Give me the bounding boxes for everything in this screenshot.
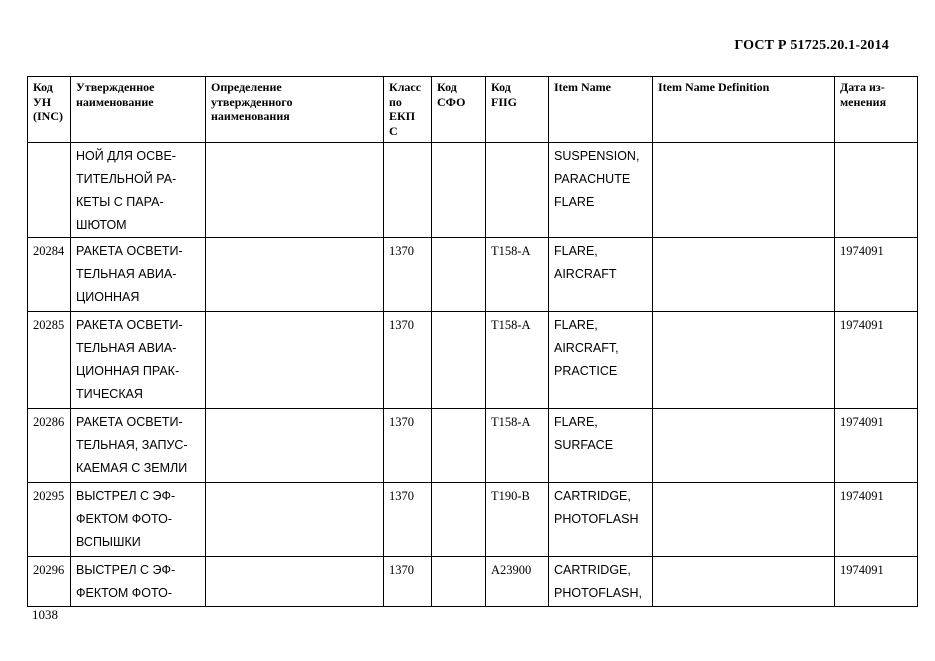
class-cell: 1370 xyxy=(384,238,432,312)
cell-text-line: SUSPENSION, xyxy=(554,149,640,163)
col-definition-header xyxy=(206,77,384,143)
fiig-code-cell: T158-A xyxy=(486,238,549,312)
cell-text-line: AIRCRAFT xyxy=(554,267,617,281)
header-text: наименования xyxy=(211,109,290,123)
inc-code-cell xyxy=(28,143,71,238)
cell-text-line: CARTRIDGE, xyxy=(554,563,631,577)
item-name-cell xyxy=(549,312,653,409)
inc-code-cell: 20296 xyxy=(28,557,71,607)
table-row xyxy=(28,143,918,238)
cell-text-line: ВСПЫШКИ xyxy=(76,535,141,549)
cell-text-line: FLARE, xyxy=(554,244,598,258)
cell-text-line: ФЕКТОМ ФОТО- xyxy=(76,586,172,600)
catalog-table xyxy=(27,76,918,607)
header-text: Код xyxy=(33,80,53,94)
document-id: ГОСТ Р 51725.20.1-2014 xyxy=(734,38,889,53)
table-row xyxy=(28,557,918,607)
fiig-code-cell xyxy=(486,143,549,238)
fiig-code-cell: T158-A xyxy=(486,312,549,409)
header-text: Утвержденное xyxy=(76,80,155,94)
header-text: Item Name xyxy=(554,80,611,94)
col-inc-code-header xyxy=(28,77,71,143)
class-cell: 1370 xyxy=(384,409,432,483)
item-name-cell xyxy=(549,143,653,238)
header-text: УН xyxy=(33,94,52,109)
inc-code-cell: 20295 xyxy=(28,483,71,557)
col-item-name-definition-header xyxy=(653,77,835,143)
table-row xyxy=(28,409,918,483)
cell-text-line: FLARE, xyxy=(554,415,598,429)
cell-text-line: РАКЕТА ОСВЕТИ- xyxy=(76,244,183,258)
col-fiig-code-header xyxy=(486,77,549,143)
header-text: Код xyxy=(491,80,511,94)
cell-text-line: FLARE xyxy=(554,195,595,209)
header-text: СФО xyxy=(437,94,466,109)
change-date-cell xyxy=(835,143,918,238)
item-name-definition-cell xyxy=(653,557,835,607)
cell-text-line: КЕТЫ С ПАРА- xyxy=(76,195,164,209)
header-text: наименование xyxy=(76,94,154,109)
header-text: утвержденного xyxy=(211,94,293,109)
class-cell: 1370 xyxy=(384,557,432,607)
definition-cell xyxy=(206,238,384,312)
approved-name-cell xyxy=(71,483,206,557)
approved-name-cell xyxy=(71,312,206,409)
class-cell xyxy=(384,143,432,238)
cell-text-line: РАКЕТА ОСВЕТИ- xyxy=(76,415,183,429)
col-item-name-header xyxy=(549,77,653,143)
inc-code-cell: 20284 xyxy=(28,238,71,312)
table-body xyxy=(28,143,918,607)
approved-name-cell xyxy=(71,409,206,483)
page-number: 1038 xyxy=(32,607,58,622)
cell-text-line: ТИТЕЛЬНОЙ РА- xyxy=(76,172,177,186)
definition-cell xyxy=(206,483,384,557)
cell-text-line: ТЕЛЬНАЯ АВИА- xyxy=(76,341,177,355)
cell-text-line: PARACHUTE xyxy=(554,172,631,186)
header-text: ЕКП xyxy=(389,109,416,123)
sfo-code-cell xyxy=(432,409,486,483)
definition-cell xyxy=(206,143,384,238)
cell-text-line: ШЮТОМ xyxy=(76,218,127,232)
cell-text-line: FLARE, xyxy=(554,318,598,332)
item-name-cell xyxy=(549,238,653,312)
item-name-cell xyxy=(549,557,653,607)
change-date-cell: 1974091 xyxy=(835,557,918,607)
cell-text-line: ВЫСТРЕЛ С ЭФ- xyxy=(76,489,176,503)
sfo-code-cell xyxy=(432,238,486,312)
table-row xyxy=(28,238,918,312)
cell-text-line: ТЕЛЬНАЯ, ЗАПУС- xyxy=(76,438,188,452)
definition-cell xyxy=(206,557,384,607)
cell-text-line: CARTRIDGE, xyxy=(554,489,631,503)
change-date-cell: 1974091 xyxy=(835,409,918,483)
item-name-cell xyxy=(549,409,653,483)
header-text: FIIG xyxy=(491,94,518,109)
fiig-code-cell: T158-A xyxy=(486,409,549,483)
fiig-code-cell: A23900 xyxy=(486,557,549,607)
change-date-cell: 1974091 xyxy=(835,312,918,409)
item-name-definition-cell xyxy=(653,143,835,238)
sfo-code-cell xyxy=(432,312,486,409)
item-name-definition-cell xyxy=(653,409,835,483)
inc-code-cell: 20286 xyxy=(28,409,71,483)
approved-name-cell xyxy=(71,557,206,607)
table-row xyxy=(28,483,918,557)
cell-text-line: НОЙ ДЛЯ ОСВЕ- xyxy=(76,149,176,163)
change-date-cell: 1974091 xyxy=(835,238,918,312)
inc-code-cell: 20285 xyxy=(28,312,71,409)
col-class-header xyxy=(384,77,432,143)
header-text: Item Name Definition xyxy=(658,80,770,94)
table-row xyxy=(28,312,918,409)
sfo-code-cell xyxy=(432,483,486,557)
col-sfo-code-header xyxy=(432,77,486,143)
fiig-code-cell: T190-B xyxy=(486,483,549,557)
header-text: (INC) xyxy=(33,109,63,123)
header-text: Определение xyxy=(211,80,282,94)
header-text: Класс xyxy=(389,80,422,94)
definition-cell xyxy=(206,312,384,409)
item-name-definition-cell xyxy=(653,312,835,409)
cell-text-line: PRACTICE xyxy=(554,364,618,378)
cell-text-line: SURFACE xyxy=(554,438,614,452)
cell-text-line: AIRCRAFT, xyxy=(554,341,619,355)
col-approved-name-header xyxy=(71,77,206,143)
item-name-cell xyxy=(549,483,653,557)
class-cell: 1370 xyxy=(384,483,432,557)
cell-text-line: КАЕМАЯ С ЗЕМЛИ xyxy=(76,461,188,475)
header-text: С xyxy=(389,123,398,138)
cell-text-line: ТИЧЕСКАЯ xyxy=(76,387,143,401)
header-row xyxy=(28,77,918,143)
cell-text-line: ЦИОННАЯ ПРАК- xyxy=(76,364,180,378)
change-date-cell: 1974091 xyxy=(835,483,918,557)
definition-cell xyxy=(206,409,384,483)
col-change-date-header xyxy=(835,77,918,143)
cell-text-line: ФЕКТОМ ФОТО- xyxy=(76,512,172,526)
item-name-definition-cell xyxy=(653,483,835,557)
cell-text-line: ВЫСТРЕЛ С ЭФ- xyxy=(76,563,176,577)
sfo-code-cell xyxy=(432,557,486,607)
approved-name-cell xyxy=(71,238,206,312)
cell-text-line: PHOTOFLASH xyxy=(554,512,639,526)
cell-text-line: ЦИОННАЯ xyxy=(76,290,140,304)
header-text: по xyxy=(389,94,402,109)
cell-text-line: PHOTOFLASH, xyxy=(554,586,642,600)
approved-name-cell xyxy=(71,143,206,238)
cell-text-line: ТЕЛЬНАЯ АВИА- xyxy=(76,267,177,281)
cell-text-line: РАКЕТА ОСВЕТИ- xyxy=(76,318,183,332)
header-text: Дата из- xyxy=(840,80,885,94)
sfo-code-cell xyxy=(432,143,486,238)
item-name-definition-cell xyxy=(653,238,835,312)
header-text: менения xyxy=(840,94,887,109)
class-cell: 1370 xyxy=(384,312,432,409)
header-text: Код xyxy=(437,80,457,94)
